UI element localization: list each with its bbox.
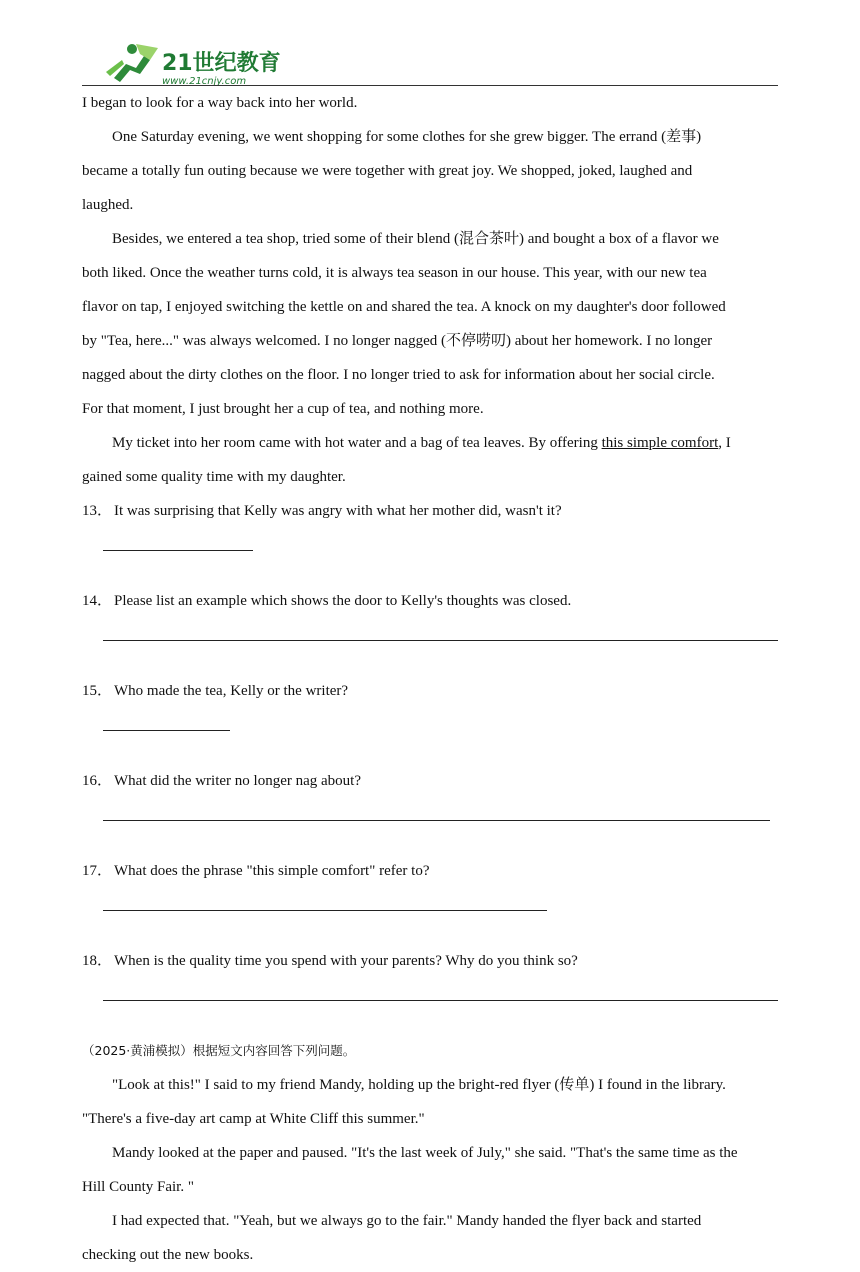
question-number: 13． bbox=[82, 503, 113, 519]
question-text: When is the quality time you spend with your parents? Why do you think so? bbox=[114, 953, 578, 969]
passage-line: Mandy looked at the paper and paused. "It's the last week of July," she said. "That's the same time as the bbox=[112, 1145, 738, 1161]
answer-blank-15[interactable] bbox=[103, 730, 230, 731]
answer-row bbox=[82, 910, 778, 944]
answer-blank-13[interactable] bbox=[103, 550, 253, 551]
passage-line: Besides, we entered a tea shop, tried some of their blend (混合茶叶) and bought a box of a flavor we bbox=[112, 231, 719, 247]
svg-text:21世纪教育: 21世纪教育 bbox=[162, 51, 281, 76]
answer-row bbox=[82, 550, 778, 584]
passage-line bbox=[82, 426, 778, 460]
question-13 bbox=[82, 494, 778, 528]
passage-source: （2025·黄浦模拟）根据短文内容回答下列问题。 bbox=[82, 1043, 356, 1058]
passage-line: checking out the new books. bbox=[82, 1247, 254, 1263]
answer-row bbox=[82, 730, 778, 764]
passage-line: flavor on tap, I enjoyed switching the kettle on and shared the tea. A knock on my daughter's door followed bbox=[82, 299, 726, 315]
question-text: What does the phrase "this simple comfort" refer to? bbox=[114, 863, 430, 879]
document-body bbox=[82, 86, 778, 1272]
question-17 bbox=[82, 854, 778, 888]
question-number: 14． bbox=[82, 593, 113, 609]
question-text: What did the writer no longer nag about? bbox=[114, 773, 362, 789]
passage-line: laughed. bbox=[82, 197, 134, 213]
answer-blank-14[interactable] bbox=[103, 640, 778, 641]
question-number: 17． bbox=[82, 863, 113, 879]
question-number: 16． bbox=[82, 773, 113, 789]
answer-row bbox=[82, 1000, 778, 1034]
passage-text: My ticket into her room came with hot water and a bag of tea leaves. By offering bbox=[112, 435, 602, 451]
passage-line: nagged about the dirty clothes on the floor. I no longer tried to ask for information about her social circle. bbox=[82, 367, 715, 383]
answer-row bbox=[82, 640, 778, 674]
question-text: It was surprising that Kelly was angry with what her mother did, wasn't it? bbox=[114, 503, 562, 519]
passage-line: Hill County Fair. " bbox=[82, 1179, 194, 1195]
question-16 bbox=[82, 764, 778, 798]
svg-text:www.21cnjy.com: www.21cnjy.com bbox=[162, 76, 247, 86]
21cnjy-logo bbox=[100, 42, 290, 86]
question-number: 15． bbox=[82, 683, 113, 699]
passage-line: "There's a five-day art camp at White Cliff this summer." bbox=[82, 1111, 425, 1127]
underlined-phrase: this simple comfort bbox=[601, 435, 719, 451]
question-18 bbox=[82, 944, 778, 978]
question-number: 18． bbox=[82, 953, 113, 969]
passage-line: I had expected that. "Yeah, but we always go to the fair." Mandy handed the flyer back and started bbox=[112, 1213, 702, 1229]
question-text: Who made the tea, Kelly or the writer? bbox=[114, 683, 349, 699]
passage-line: One Saturday evening, we went shopping for some clothes for she grew bigger. The errand (差事) bbox=[112, 129, 702, 145]
passage-line: For that moment, I just brought her a cup of tea, and nothing more. bbox=[82, 401, 484, 417]
answer-blank-16[interactable] bbox=[103, 820, 770, 821]
passage-line: gained some quality time with my daughter. bbox=[82, 469, 346, 485]
passage-line: both liked. Once the weather turns cold, it is always tea season in our house. This year, with our new tea bbox=[82, 265, 707, 281]
page-header bbox=[82, 38, 778, 86]
answer-blank-17[interactable] bbox=[103, 910, 547, 911]
answer-row bbox=[82, 820, 778, 854]
passage-text: , I bbox=[718, 435, 731, 451]
question-text: Please list an example which shows the door to Kelly's thoughts was closed. bbox=[114, 593, 572, 609]
passage-line: "Look at this!" I said to my friend Mandy, holding up the bright-red flyer (传单) I found in the library. bbox=[112, 1077, 726, 1093]
answer-blank-18[interactable] bbox=[103, 1000, 778, 1001]
passage-line: became a totally fun outing because we were together with great joy. We shopped, joked, laughed and bbox=[82, 163, 693, 179]
passage-line: by "Tea, here..." was always welcomed. I no longer nagged (不停唠叨) about her homework. I no longer bbox=[82, 333, 713, 349]
question-15 bbox=[82, 674, 778, 708]
passage-line: I began to look for a way back into her world. bbox=[82, 95, 358, 111]
question-14 bbox=[82, 584, 778, 618]
